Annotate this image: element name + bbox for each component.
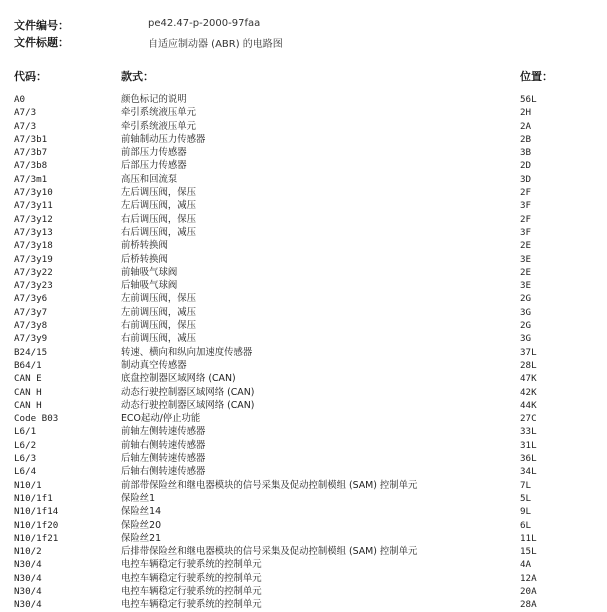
table-row: [0, 106, 607, 119]
row-code: N10/1f1: [14, 492, 53, 504]
row-code: A7/3y23: [14, 280, 53, 292]
row-position: 2A: [520, 120, 532, 132]
table-row: [0, 439, 607, 452]
row-code: A0: [14, 94, 26, 105]
row-position: 2E: [520, 240, 532, 252]
row-code: A7/3y13: [14, 226, 53, 238]
table-row: [0, 226, 607, 239]
meta-value-title: 自适应制动器 (ABR) 的电路图: [148, 39, 283, 50]
row-code: CAN H: [14, 386, 42, 398]
row-code: A7/3y12: [14, 213, 53, 225]
row-position: 34L: [520, 466, 537, 478]
row-position: 47K: [520, 373, 537, 385]
row-position: 2F: [520, 213, 532, 225]
row-code: L6/4: [14, 466, 37, 478]
row-code: A7/3y7: [14, 306, 48, 318]
row-position: 2B: [520, 133, 532, 145]
row-name: 制动真空传感器: [121, 359, 187, 371]
component-table: [0, 93, 607, 612]
row-code: N10/1f21: [14, 532, 59, 544]
row-name: 左后调压阀，减压: [121, 200, 197, 212]
row-position: 2D: [520, 160, 532, 172]
row-name: 前部压力传感器: [121, 147, 187, 159]
row-position: 3G: [520, 306, 532, 318]
row-code: A7/3m1: [14, 173, 48, 185]
table-row: [0, 266, 607, 279]
row-code: Code B03: [14, 413, 59, 425]
row-position: 27C: [520, 413, 537, 425]
row-code: N10/1f20: [14, 519, 59, 531]
row-position: 37L: [520, 346, 537, 358]
row-position: 9L: [520, 506, 532, 518]
row-name: 左前调压阀，保压: [121, 293, 197, 305]
row-position: 31L: [520, 439, 537, 451]
table-row: [0, 146, 607, 159]
row-position: 3E: [520, 253, 532, 265]
table-row: [0, 93, 607, 106]
row-code: A7/3b8: [14, 160, 48, 172]
row-name: 转速、横向和纵向加速度传感器: [121, 346, 253, 358]
row-name: 右后调压阀，减压: [121, 226, 197, 238]
row-position: 3F: [520, 200, 532, 212]
row-name: 前轴制动压力传感器: [121, 133, 206, 145]
row-name: 左后调压阀，保压: [121, 187, 197, 199]
row-position: 28L: [520, 359, 537, 371]
table-row: [0, 186, 607, 199]
row-name: 前轴左侧转速传感器: [121, 426, 206, 438]
header-code: 代码：: [14, 70, 47, 83]
row-position: 2G: [520, 320, 532, 332]
row-name: 左前调压阀，减压: [121, 306, 197, 318]
row-name: 保险丝21: [121, 532, 162, 544]
table-row: [0, 399, 607, 412]
row-code: N10/2: [14, 546, 42, 558]
row-name: 前部带保险丝和继电器模块的信号采集及促动控制模组 (SAM) 控制单元: [121, 479, 418, 491]
row-position: 4A: [520, 559, 532, 571]
table-row: [0, 359, 607, 372]
meta-row-title: [14, 34, 69, 50]
row-code: A7/3: [14, 107, 37, 119]
row-position: 42K: [520, 386, 537, 398]
row-position: 7L: [520, 479, 532, 491]
row-name: 电控车辆稳定行驶系统的控制单元: [121, 585, 262, 597]
table-row: [0, 372, 607, 385]
table-row: [0, 332, 607, 345]
row-code: A7/3: [14, 120, 37, 132]
table-row: [0, 279, 607, 292]
row-code: A7/3b7: [14, 147, 48, 159]
table-row: [0, 585, 607, 598]
table-row: [0, 558, 607, 571]
row-position: 11L: [520, 532, 537, 544]
row-position: 3E: [520, 280, 532, 292]
table-row: [0, 386, 607, 399]
row-name: 右前调压阀，保压: [121, 320, 197, 332]
row-name: 右后调压阀，保压: [121, 213, 197, 225]
row-name: 保险丝20: [121, 519, 162, 531]
table-row: [0, 159, 607, 172]
row-code: B64/1: [14, 359, 42, 371]
header-name: 款式：: [121, 70, 154, 83]
row-position: 3F: [520, 226, 532, 238]
table-row: [0, 598, 607, 611]
row-code: CAN E: [14, 373, 42, 385]
row-name: 颜色标记的说明: [121, 94, 187, 105]
row-position: 36L: [520, 453, 537, 465]
row-name: 右前调压阀，减压: [121, 333, 197, 345]
table-row: [0, 239, 607, 252]
row-code: A7/3y10: [14, 187, 53, 199]
row-position: 3D: [520, 173, 532, 185]
row-code: A7/3b1: [14, 133, 48, 145]
row-code: A7/3y18: [14, 240, 53, 252]
table-row: [0, 412, 607, 425]
row-code: N30/4: [14, 585, 42, 597]
table-row: [0, 213, 607, 226]
table-row: [0, 519, 607, 532]
row-code: A7/3y8: [14, 320, 48, 332]
row-name: 底盘控制器区域网络 (CAN): [121, 373, 236, 385]
row-position: 3G: [520, 333, 532, 345]
row-position: 12A: [520, 572, 537, 584]
row-name: 牵引系统液压单元: [121, 107, 197, 119]
row-position: 20A: [520, 585, 537, 597]
table-row: [0, 452, 607, 465]
table-row: [0, 545, 607, 558]
row-code: N30/4: [14, 599, 42, 611]
row-code: N10/1: [14, 479, 42, 491]
row-code: N30/4: [14, 572, 42, 584]
row-name: 后轴右侧转速传感器: [121, 466, 206, 478]
row-name: 保险丝1: [121, 492, 156, 504]
row-name: 电控车辆稳定行驶系统的控制单元: [121, 559, 262, 571]
table-row: [0, 492, 607, 505]
row-position: 5L: [520, 492, 532, 504]
row-position: 3B: [520, 147, 532, 159]
row-name: 后排带保险丝和继电器模块的信号采集及促动控制模组 (SAM) 控制单元: [121, 546, 418, 558]
table-row: [0, 532, 607, 545]
row-code: B24/15: [14, 346, 48, 358]
row-position: 33L: [520, 426, 537, 438]
meta-value-number: pe42.47-p-2000-97faa: [148, 18, 261, 29]
meta-label: 文件编号：: [14, 19, 69, 32]
row-code: N10/1f14: [14, 506, 59, 518]
table-row: [0, 292, 607, 305]
meta-label: 文件标题：: [14, 36, 69, 49]
table-row: [0, 425, 607, 438]
row-name: 前轴吸气球阀: [121, 266, 178, 278]
row-position: 56L: [520, 94, 537, 105]
row-name: 保险丝14: [121, 506, 162, 518]
row-position: 15L: [520, 546, 537, 558]
row-code: A7/3y19: [14, 253, 53, 265]
row-name: ECO起动/停止功能: [121, 413, 201, 425]
row-position: 6L: [520, 519, 532, 531]
row-code: L6/3: [14, 453, 37, 465]
row-position: 2H: [520, 107, 532, 119]
row-name: 电控车辆稳定行驶系统的控制单元: [121, 572, 262, 584]
row-name: 前桥转换阀: [121, 240, 168, 252]
row-code: A7/3y22: [14, 266, 53, 278]
row-code: N30/4: [14, 559, 42, 571]
table-row: [0, 173, 607, 186]
table-row: [0, 346, 607, 359]
row-code: L6/2: [14, 439, 37, 451]
row-name: 牵引系统液压单元: [121, 120, 197, 132]
row-name: 动态行驶控制器区域网络 (CAN): [121, 386, 255, 398]
row-name: 高压和回流泵: [121, 173, 178, 185]
table-row: [0, 306, 607, 319]
table-row: [0, 505, 607, 518]
table-row: [0, 465, 607, 478]
row-code: A7/3y6: [14, 293, 48, 305]
row-name: 后桥转换阀: [121, 253, 168, 265]
table-row: [0, 120, 607, 133]
row-position: 2E: [520, 266, 532, 278]
table-row: [0, 253, 607, 266]
meta-row-number: [14, 17, 69, 33]
table-row: [0, 133, 607, 146]
row-code: L6/1: [14, 426, 37, 438]
row-name: 后轴吸气球阀: [121, 280, 178, 292]
table-row: [0, 479, 607, 492]
row-code: CAN H: [14, 399, 42, 411]
row-name: 后轴左侧转速传感器: [121, 453, 206, 465]
row-name: 动态行驶控制器区域网络 (CAN): [121, 399, 255, 411]
row-name: 前轴右侧转速传感器: [121, 439, 206, 451]
row-code: A7/3y11: [14, 200, 53, 212]
row-code: A7/3y9: [14, 333, 48, 345]
row-name: 电控车辆稳定行驶系统的控制单元: [121, 599, 262, 611]
row-position: 2G: [520, 293, 532, 305]
table-row: [0, 319, 607, 332]
row-position: 28A: [520, 599, 537, 611]
row-position: 44K: [520, 399, 537, 411]
row-position: 2F: [520, 187, 532, 199]
table-row: [0, 199, 607, 212]
header-position: 位置：: [520, 70, 553, 83]
row-name: 后部压力传感器: [121, 160, 187, 172]
table-row: [0, 572, 607, 585]
